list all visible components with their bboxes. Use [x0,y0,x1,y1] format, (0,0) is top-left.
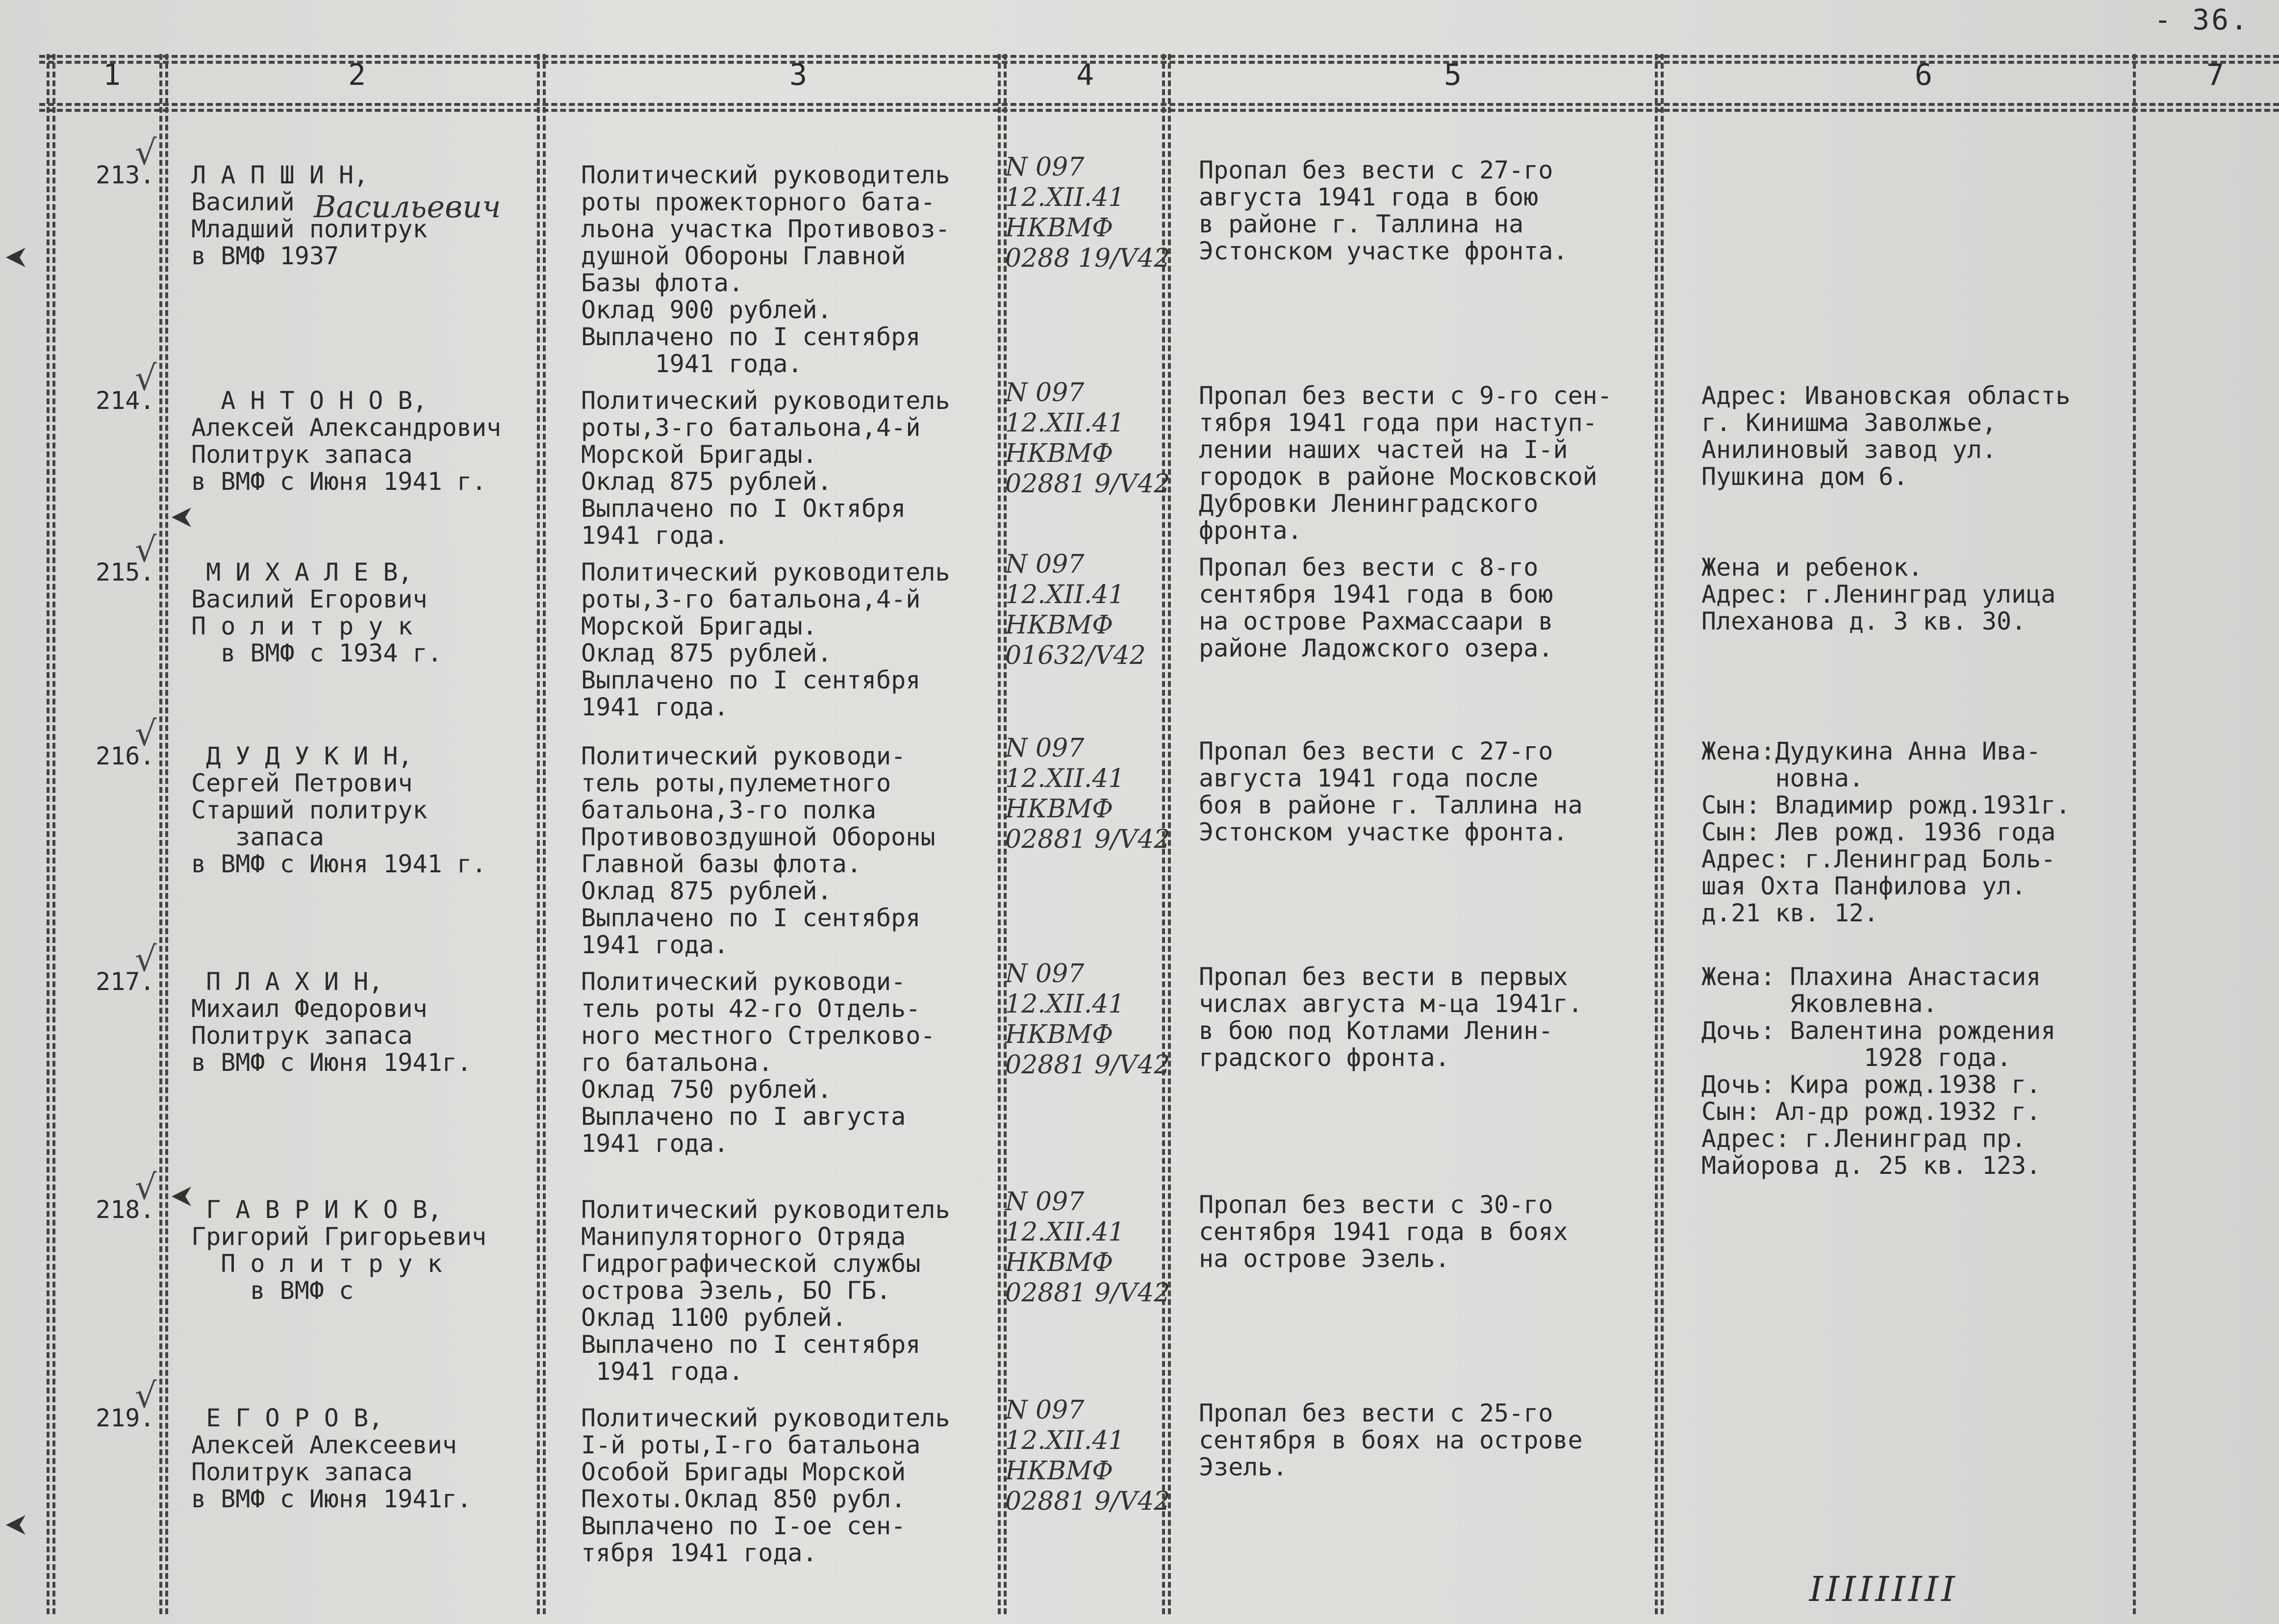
text-line: в ВМФ с Июня 1941 г. [191,850,487,878]
text-line: г. Кинишма Заволжье, [1701,408,1997,437]
text-line: Пехоты.Оклад 850 рубл. [581,1485,906,1513]
text-line: Выплачено по I августа [581,1102,906,1131]
text-line: Политический руководи- [581,967,906,996]
text-line: роты,3-го батальона,4-й [581,413,921,442]
text-line: А Н Т О Н О В, [191,386,428,415]
name-rank-cell [191,559,442,667]
text-line: роты прожекторного бата- [581,188,936,216]
text-line: N 097 [1005,550,1085,579]
check-mark: √ [135,132,157,173]
text-line: 1941 года. [581,693,729,721]
text-line: тель роты,пулеметного [581,769,891,797]
text-line: Оклад 875 рублей. [581,877,832,905]
text-line: Сын: Владимир рожд.1931г. [1701,791,2071,819]
order-cell [1005,378,1170,499]
header-rule-bottom-2 [39,109,2279,112]
text-line: НКВМФ [1005,439,1114,468]
text-line: Пушкина дом 6. [1701,462,1908,491]
text-line: градского фронта. [1199,1043,1450,1072]
text-line: в ВМФ 1937 [191,242,339,270]
margin-mark [6,248,25,267]
text-line: шая Охта Панфилова ул. [1701,872,2026,900]
fate-cell [1199,964,1583,1071]
column-header-4: 4 [1076,58,1094,92]
text-line: 02881 9/V42 [1005,469,1170,499]
fate-cell [1199,554,1553,662]
text-line: 1928 года. [1701,1043,2012,1072]
text-line: острова Эзель, БО ГБ. [581,1276,891,1305]
text-line: Оклад 750 рублей. [581,1075,832,1104]
text-line: роты,3-го батальона,4-й [581,585,921,613]
text-line: д.21 кв. 12. [1701,899,1879,927]
text-line: 02881 9/V42 [1005,1278,1170,1308]
check-mark: √ [135,1167,157,1207]
text-line: Оклад 900 рублей. [581,296,832,324]
text-line: 1941 года. [581,1357,744,1386]
text-line: Пропал без вести с 8-го [1199,553,1539,582]
text-line: Г А В Р И К О В, [191,1195,442,1224]
text-line: Политический руководитель [581,386,950,415]
column-divider-2 [537,54,540,1614]
position-cell [581,968,935,1157]
handwritten-patronymic: Васильевич [314,189,501,225]
text-line: в ВМФ с [191,1276,354,1305]
text-line: на острове Рахмассаари в [1199,607,1553,635]
text-line: 1941 года. [581,1129,729,1158]
order-cell [1005,549,1146,671]
fate-cell [1199,1400,1583,1481]
text-line: запаса [191,823,324,851]
check-mark: √ [135,530,157,570]
text-line: льона участка Противовоз- [581,215,950,243]
order-cell [1005,1187,1170,1308]
header-rule-top-2 [39,61,2279,64]
text-line: N 097 [1005,152,1085,182]
text-line: Политический руководитель [581,161,950,189]
text-line: Пропал без вести с 27-го [1199,737,1553,765]
tally-marks: IIIIIIIII [1809,1569,1958,1609]
text-line: районе Ладожского озера. [1199,634,1553,662]
text-line: Дубровки Ленинградского [1199,489,1539,518]
text-line: Сын: Лев рожд. 1936 года [1701,818,2056,846]
position-cell [581,387,950,549]
page-number: - 36. [2154,3,2250,36]
text-line: НКВМФ [1005,794,1114,824]
text-line: го батальона. [581,1048,773,1077]
header-rule-bottom [39,103,2279,106]
text-line: новна. [1701,764,1864,792]
header-rule-top [39,55,2279,58]
text-line: фронта. [1199,516,1302,545]
row-number: 214. [96,386,155,415]
text-line: числах августа м-ца 1941г. [1199,990,1583,1018]
text-line: Е Г О Р О В, [191,1404,383,1432]
text-line: Дочь: Валентина рождения [1701,1016,2056,1045]
text-line: Выплачено по I сентября [581,904,921,932]
text-line: Политрук запаса [191,1458,413,1486]
column-divider-0 [47,54,50,1614]
text-line: Василий Егорович [191,585,428,613]
text-line: Майорова д. 25 кв. 123. [1701,1151,2041,1180]
text-line: Противовоздушной Обороны [581,823,936,851]
name-rank-cell [191,1405,472,1513]
text-line: Дочь: Кира рожд.1938 г. [1701,1070,2041,1099]
column-header-6: 6 [1915,58,1933,92]
row-number: 218. [96,1195,155,1224]
text-line: Базы флота. [581,269,744,297]
text-line: 1941 года. [581,931,729,959]
text-line: 12.XII.41 [1005,990,1125,1019]
text-line: N 097 [1005,1187,1085,1217]
fate-cell [1199,738,1583,846]
text-line: Пропал без вести с 25-го [1199,1399,1553,1427]
text-line: Л А П Ш И Н, [191,161,369,189]
text-line: Пропал без вести в первых [1199,963,1568,991]
name-rank-cell [191,968,472,1076]
column-header-1: 1 [103,58,121,92]
text-line: боя в районе г. Таллина на [1199,791,1583,819]
order-cell [1005,152,1170,274]
text-line: Сын: Ал-др рожд.1932 г. [1701,1097,2041,1126]
text-line: 12.XII.41 [1005,1218,1125,1247]
text-line: Адрес: г.Ленинград улица [1701,580,2056,609]
column-divider-3 [998,54,1001,1614]
position-cell [581,162,950,378]
text-line: Жена:Дудукина Анна Ива- [1701,737,2041,765]
text-line: Жена и ребенок. [1701,553,1923,582]
column-divider-5 [1655,54,1658,1614]
text-line: ного местного Стрелково- [581,1021,936,1050]
order-cell [1005,1395,1170,1517]
column-header-3: 3 [789,58,808,92]
text-line: П о л и т р у к [191,1249,442,1278]
text-line: сентября в боях на острове [1199,1426,1583,1454]
text-line: Оклад 1100 рублей. [581,1303,847,1332]
text-line: Адрес: Ивановская область [1701,381,2071,410]
text-line: Политический руководитель [581,558,950,586]
text-line: в ВМФ с Июня 1941г. [191,1485,472,1513]
text-line: Плеханова д. 3 кв. 30. [1701,607,2026,635]
column-divider-6 [2133,54,2136,1614]
name-rank-cell [191,1196,486,1304]
text-line: 02881 9/V42 [1005,825,1170,854]
text-line: НКВМФ [1005,610,1114,640]
name-rank-cell [191,743,486,878]
text-line: Морской Бригады. [581,612,817,640]
text-line: душной Обороны Главной [581,242,906,270]
family-cell [1701,738,2071,927]
text-line: Морской Бригады. [581,440,817,469]
margin-mark [6,1515,25,1535]
row-number: 219. [96,1404,155,1432]
text-line: Василий [191,188,295,216]
text-line: Младший политрук [191,215,428,243]
text-line: тября 1941 года. [581,1539,817,1567]
text-line: НКВМФ [1005,213,1114,243]
text-line: П о л и т р у к [191,612,413,640]
text-line: Сергей Петрович [191,769,413,797]
check-mark: √ [135,713,157,754]
text-line: Политрук запаса [191,1021,413,1050]
text-line: Выплачено по I Октября [581,494,906,523]
position-cell [581,1405,950,1567]
text-line: 0288 19/V42 [1005,244,1170,273]
text-line: лении наших частей на I-й [1199,435,1568,464]
text-line: Жена: Плахина Анастасия [1701,963,2041,991]
text-line: Алексей Алексеевич [191,1431,457,1459]
text-line: в ВМФ с 1934 г. [191,639,442,667]
text-line: Особой Бригады Морской [581,1458,906,1486]
text-line: в районе г. Таллина на [1199,210,1524,238]
text-line: НКВМФ [1005,1020,1114,1049]
text-line: Гидрографической службы [581,1249,921,1278]
text-line: Д У Д У К И Н, [191,742,413,770]
row-number: 216. [96,742,155,770]
text-line: N 097 [1005,1396,1085,1425]
text-line: городок в районе Московской [1199,462,1597,491]
text-line: Оклад 875 рублей. [581,639,832,667]
text-line: в ВМФ с Июня 1941 г. [191,467,487,496]
text-line: Политический руководитель [581,1404,950,1432]
text-line: Эстонском участке фронта. [1199,818,1568,846]
text-line: тель роты 42-го Отдель- [581,994,921,1023]
text-line: I-й роты,I-го батальона [581,1431,921,1459]
fate-cell [1199,1192,1568,1272]
text-line: Эстонском участке фронта. [1199,237,1568,265]
margin-mark [172,1187,191,1206]
text-line: 12.XII.41 [1005,408,1125,438]
family-cell [1701,554,2055,635]
text-line: 12.XII.41 [1005,764,1125,793]
text-line: 12.XII.41 [1005,580,1125,609]
text-line: Эзель. [1199,1453,1288,1481]
margin-mark [172,508,191,527]
text-line: N 097 [1005,734,1085,763]
column-divider-1 [159,54,162,1614]
text-line: Выплачено по I-ое сен- [581,1512,906,1540]
text-line: Политрук запаса [191,440,413,469]
family-cell [1701,382,2071,490]
text-line: 02881 9/V42 [1005,1050,1170,1080]
fate-cell [1199,382,1612,544]
text-line: батальона,3-го полка [581,796,877,824]
text-line: 1941 года. [581,350,803,378]
text-line: Яковлевна. [1701,990,1938,1018]
check-mark: √ [135,358,157,398]
name-rank-cell [191,387,501,495]
text-line: сентября 1941 года в бою [1199,580,1553,609]
order-cell [1005,959,1170,1080]
text-line: М И Х А Л Е В, [191,558,413,586]
order-cell [1005,733,1170,855]
text-line: Анилиновый завод ул. [1701,435,1997,464]
text-line: Пропал без вести с 30-го [1199,1191,1553,1219]
text-line: Старший политрук [191,796,428,824]
text-line: Григорий Григорьевич [191,1222,487,1251]
text-line: 01632/V42 [1005,641,1146,670]
check-mark: √ [135,939,157,979]
text-line: в ВМФ с Июня 1941г. [191,1048,472,1077]
text-line: Адрес: г.Ленинград пр. [1701,1124,2026,1153]
text-line: 12.XII.41 [1005,183,1125,212]
column-header-7: 7 [2206,58,2225,92]
text-line: Политический руководитель [581,1195,950,1224]
column-header-2: 2 [348,58,366,92]
family-cell [1701,964,2055,1179]
text-line: НКВМФ [1005,1456,1114,1486]
text-line: Оклад 875 рублей. [581,467,832,496]
text-line: Алексей Александрович [191,413,502,442]
text-line: Адрес: г.Ленинград Боль- [1701,845,2056,873]
text-line: 1941 года. [581,521,729,550]
text-line: на острове Эзель. [1199,1244,1450,1273]
position-cell [581,743,935,959]
check-mark: √ [135,1375,157,1416]
text-line: тября 1941 года при наступ- [1199,408,1597,437]
text-line: Выплачено по I сентября [581,666,921,694]
text-line: НКВМФ [1005,1248,1114,1277]
row-number: 217. [96,967,155,996]
text-line: Пропал без вести с 27-го [1199,156,1553,184]
position-cell [581,1196,950,1385]
text-line: N 097 [1005,959,1085,989]
text-line: в бою под Котлами Ленин- [1199,1016,1553,1045]
text-line: N 097 [1005,378,1085,407]
text-line: П Л А Х И Н, [191,967,383,996]
text-line: Манипуляторного Отряда [581,1222,906,1251]
text-line: 12.XII.41 [1005,1426,1125,1455]
position-cell [581,559,950,721]
text-line: Политический руководи- [581,742,906,770]
text-line: 02881 9/V42 [1005,1487,1170,1516]
text-line: августа 1941 года после [1199,764,1539,792]
row-number: 213. [96,161,155,189]
text-line: августа 1941 года в бою [1199,183,1539,211]
row-number: 215. [96,558,155,586]
fate-cell [1199,157,1568,265]
text-line: Пропал без вести с 9-го сен- [1199,381,1612,410]
text-line: Выплачено по I сентября [581,323,921,351]
text-line: Михаил Федорович [191,994,428,1023]
text-line: Главной базы флота. [581,850,861,878]
text-line: сентября 1941 года в боях [1199,1218,1568,1246]
text-line: Выплачено по I сентября [581,1330,921,1359]
column-header-5: 5 [1444,58,1462,92]
